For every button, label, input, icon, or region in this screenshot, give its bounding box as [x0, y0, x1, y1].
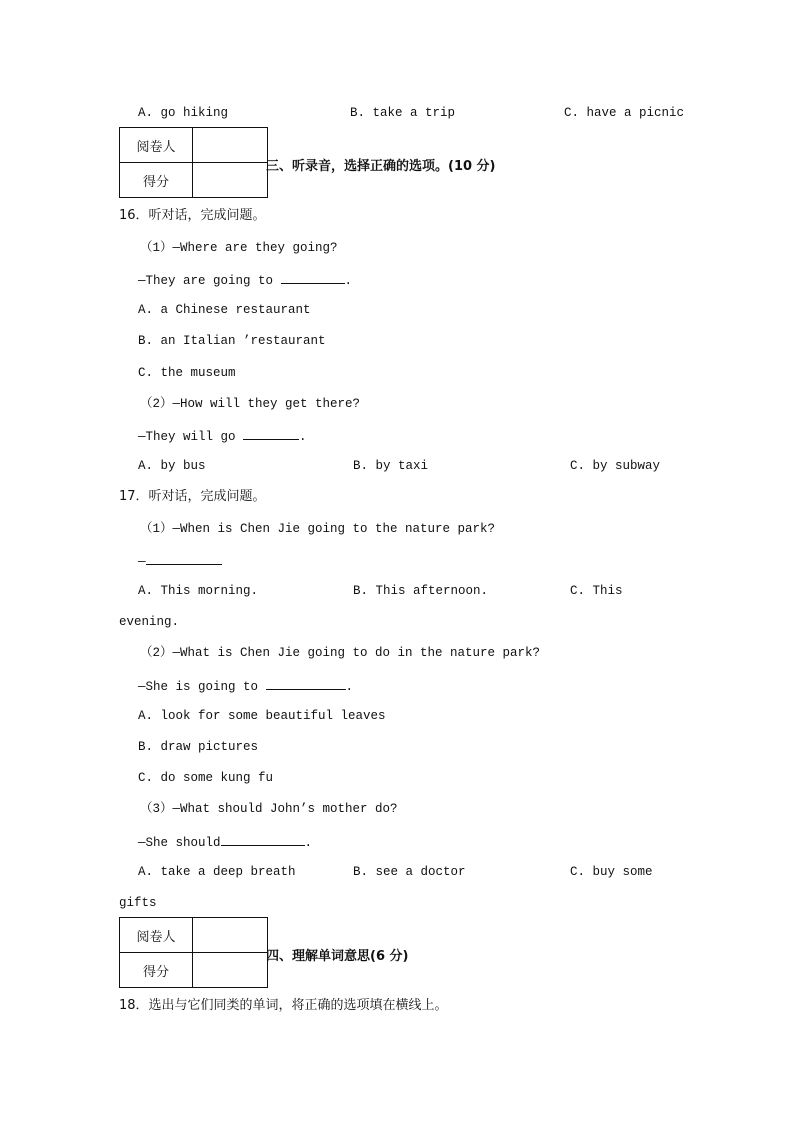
choice: C. buy some [570, 865, 653, 879]
option-a: A. go hiking [138, 106, 229, 120]
reviewer-cell [193, 918, 268, 953]
question-prompt: （1）—Where are they going? [140, 241, 338, 255]
section-title: 三、听录音，选择正确的选项。(10 分) [266, 159, 496, 174]
section-title: 四、理解单词意思(6 分) [266, 949, 409, 964]
choice: A. by bus [138, 459, 206, 473]
answer-line [138, 833, 312, 851]
option-c: C. have a picnic [564, 106, 685, 120]
period: . [304, 836, 313, 850]
answer-text: — [138, 555, 146, 569]
choice: B. an Italian ’restaurant [138, 334, 326, 348]
choice-continued: gifts [119, 896, 157, 910]
option-b: B. take a trip [350, 106, 456, 120]
answer-blank[interactable] [243, 427, 299, 440]
score-cell [193, 163, 268, 198]
question-prompt: （3）—What should John’s mother do? [140, 802, 398, 816]
choice: A. This morning. [138, 584, 259, 598]
answer-line [138, 552, 222, 570]
reviewer-cell [193, 128, 268, 163]
answer-line [138, 271, 352, 289]
choice: A. a Chinese restaurant [138, 303, 311, 317]
answer-blank[interactable] [146, 552, 222, 565]
choice: B. by taxi [353, 459, 429, 473]
score-label: 得分 [120, 163, 193, 198]
answer-blank[interactable] [281, 271, 345, 284]
reviewer-label: 阅卷人 [120, 128, 193, 163]
choice-continued: evening. [119, 615, 180, 629]
choice: C. the museum [138, 366, 236, 380]
answer-text: —They will go [138, 430, 236, 444]
period: . [345, 680, 354, 694]
answer-line [138, 677, 353, 695]
period: . [299, 430, 307, 444]
choice: C. do some kung fu [138, 771, 274, 785]
score-label: 得分 [120, 953, 193, 988]
reviewer-label: 阅卷人 [120, 918, 193, 953]
score-box [119, 917, 268, 988]
answer-blank[interactable] [266, 677, 346, 690]
answer-blank[interactable] [221, 833, 305, 846]
period: . [344, 274, 353, 288]
choice: B. draw pictures [138, 740, 259, 754]
question-prompt: （1）—When is Chen Jie going to the nature park? [140, 522, 496, 536]
choice: B. This afternoon. [353, 584, 489, 598]
choice: C. This [570, 584, 623, 598]
choice: B. see a doctor [353, 865, 466, 879]
choice: A. look for some beautiful leaves [138, 709, 386, 723]
answer-line [138, 427, 307, 445]
question-prompt: （2）—What is Chen Jie going to do in the nature park? [140, 646, 541, 660]
choice: A. take a deep breath [138, 865, 296, 879]
question-stem: 16．听对话，完成问题。 [119, 208, 266, 223]
score-cell [193, 953, 268, 988]
choice: C. by subway [570, 459, 661, 473]
answer-text: —They are going to [138, 274, 274, 288]
question-stem: 17．听对话，完成问题。 [119, 489, 266, 504]
score-box [119, 127, 268, 198]
answer-text: —She is going to [138, 680, 259, 694]
question-prompt: （2）—How will they get there? [140, 397, 361, 411]
question-stem: 18．选出与它们同类的单词，将正确的选项填在横线上。 [119, 998, 448, 1013]
answer-text: —She should [138, 836, 221, 850]
